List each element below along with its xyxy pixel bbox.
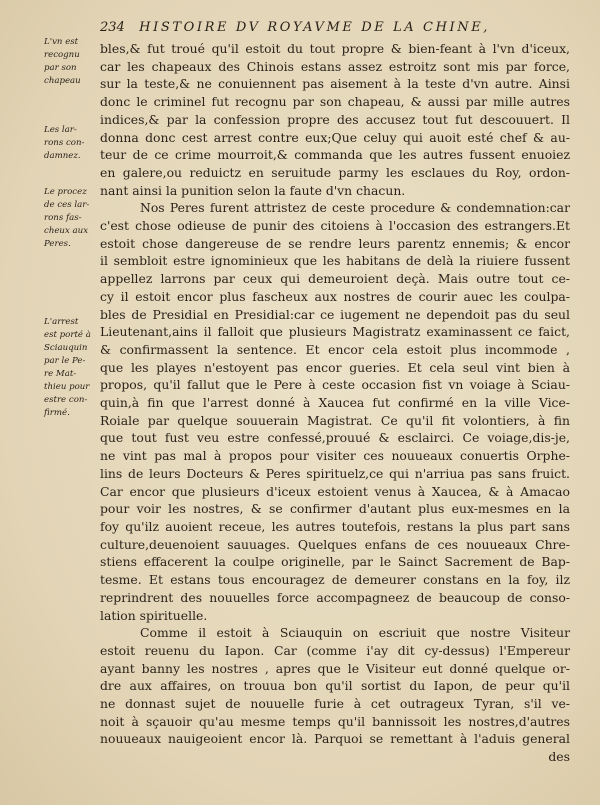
margin-note-line: par le Pe- [44, 356, 86, 366]
text-line: noit à sçauoir qu'au mesme temps qu'il bannissoit les nostres,d'autres [100, 713, 570, 729]
running-title: HISTOIRE DV ROYAVME DE LA CHINE, [139, 20, 491, 35]
text-line: tesme. Et estans tous encouragez de demeurer constans en la foy, ilz [100, 572, 570, 588]
text-line: ne donnast sujet de nouuelle furie à cet outrageux Tyran, s'il ve- [100, 696, 570, 712]
margin-note-line: rons fas- [44, 213, 82, 223]
text-line: & confirmassent la sentence. Et encor cela estoit plus incommode , [100, 341, 570, 357]
margin-note-line: Peres. [44, 239, 71, 249]
text-line: sur la teste,& ne conuiennent pas aisement à la teste d'vn autre. Ainsi [100, 76, 570, 92]
text-line: quin,à fin que l'arrest donné à Xaucea fut confirmé en la ville Vice- [100, 395, 570, 411]
text-line: foy qu'ilz auoient receue, les autres toutefois, restans la plus part sans [100, 518, 570, 534]
text-line: culture,deuenoient sauuages. Quelques enfans de ces nouueaux Chre- [100, 536, 570, 552]
text-line: ayant banny les nostres , apres que le Visiteur eut donné quelque or- [100, 660, 570, 676]
margin-note-line: est porté à [44, 330, 91, 340]
text-line: bles de Presidial en Presidial:car ce iugement ne dependoit pas du seul [100, 306, 570, 322]
text-line: ne vint pas mal à propos pour visiter ces nouueaux conuertis Orphe- [100, 448, 570, 464]
margin-note-line: rons con- [44, 138, 85, 148]
body-text [100, 40, 570, 766]
margin-note-line: L'arrest [44, 317, 79, 327]
text-line: appellez larrons par ceux qui demeuroient deçà. Mais outre tout ce- [100, 271, 570, 287]
text-line: nouueaux nauigeoient encor là. Parquoi se remettant à l'aduis general [100, 731, 570, 747]
text-line: lins de leurs Docteurs & Peres spirituelz,ce qui n'arriua pas sans fruict. [100, 465, 570, 481]
text-line: nant ainsi la punition selon la faute d'vn chacun. [100, 182, 406, 198]
running-head [100, 20, 570, 36]
text-line: que les playes n'estoyent pas encor gueries. Et cela seul vint bien à [100, 359, 570, 375]
margin-note-line: damnez. [44, 151, 81, 161]
margin-note [44, 36, 100, 88]
text-line: estoit chose dangereuse de se rendre leurs parentz ennemis; & encor [100, 235, 570, 251]
catchword: des [548, 749, 570, 765]
text-line: Roiale par quelque souuerain Magistrat. Ce qu'il fit volontiers, à fin [100, 412, 570, 428]
text-line: teur de ce crime mourroit,& commanda que les autres fussent enuoiez [100, 147, 570, 163]
margin-note [44, 186, 100, 251]
text-line: donc le criminel fut recognu par son chapeau, & aussi par mille autres [100, 94, 570, 110]
margin-note-line: re Mat- [44, 369, 77, 379]
margin-note-line: chapeau [44, 76, 81, 86]
margin-note-line: firmé. [44, 408, 70, 418]
text-line: Comme il estoit à Sciauquin on escriuit que nostre Visiteur [140, 625, 570, 641]
text-line: en galere,ou reduictz en seruitude parmy les esclaues du Roy, ordon- [100, 164, 570, 180]
text-line: que tout fust veu estre confessé,prouué & esclairci. Ce voiage,dis-je, [100, 430, 570, 446]
margin-note-line: L'vn est [44, 37, 79, 47]
margin-note-line: recognu [44, 50, 80, 60]
text-line: estoit reuenu du Iapon. Car (comme i'ay dit cy-dessus) l'Empereur [100, 642, 570, 658]
text-line: pour voir les nostres, & se confirmer d'autant plus eux-mesmes en la [100, 501, 570, 517]
text-line: Car encor que plusieurs d'iceux estoient venus à Xaucea, & à Amacao [100, 483, 570, 499]
text-line: car les chapeaux des Chinois estans assez estroitz sont mis par force, [100, 58, 570, 74]
text-line: donna donc cest arrest contre eux;Que celuy qui auoit esté chef & au- [100, 129, 570, 145]
text-line: il sembloit estre ignominieux que les habitans de delà la riuiere fussent [100, 253, 570, 269]
text-line: cy il estoit encor plus fascheux aux nostres de courir auec les coulpa- [100, 288, 570, 304]
text-line: reprindrent des nouuelles force accompagneez de beaucoup de conso- [100, 589, 570, 605]
margin-note-line: Sciauquin [44, 343, 88, 353]
text-line: stiens effacerent la coulpe originelle, par le Sainct Sacrement de Bap- [100, 554, 570, 570]
text-line: Nos Peres furent attristez de ceste procedure & condemnation:car [140, 200, 570, 216]
text-line: propos, qu'il fallut que le Pere à ceste occasion fist vn voiage à Sciau- [100, 377, 570, 393]
margin-note-line: par son [44, 63, 77, 73]
margin-note-line: Les lar- [44, 125, 77, 135]
margin-note-line: Le procez [44, 187, 87, 197]
text-line: indices,& par la confession propre des accusez tout fut descouuert. Il [100, 111, 570, 127]
text-line: c'est chose odieuse de punir des citoiens à l'occasion des estrangers.Et [100, 218, 570, 234]
text-line: lation spirituelle. [100, 607, 208, 623]
margin-note-line: estre con- [44, 395, 88, 405]
margin-note-line: de ces lar- [44, 200, 90, 210]
page-number: 234 [100, 20, 125, 35]
text-line: Lieutenant,ains il falloit que plusieurs Magistratz examinassent ce faict, [100, 324, 570, 340]
margin-note [44, 316, 100, 420]
margin-note [44, 124, 100, 163]
text-line: bles,& fut troué qu'il estoit du tout propre & bien-feant à l'vn d'iceux, [100, 41, 570, 56]
margin-note-line: cheux aux [44, 226, 89, 236]
margin-note-line: thieu pour [44, 382, 90, 392]
text-line: dre aux affaires, on trouua bon qu'il sortist du Iapon, de peur qu'il [100, 678, 570, 694]
